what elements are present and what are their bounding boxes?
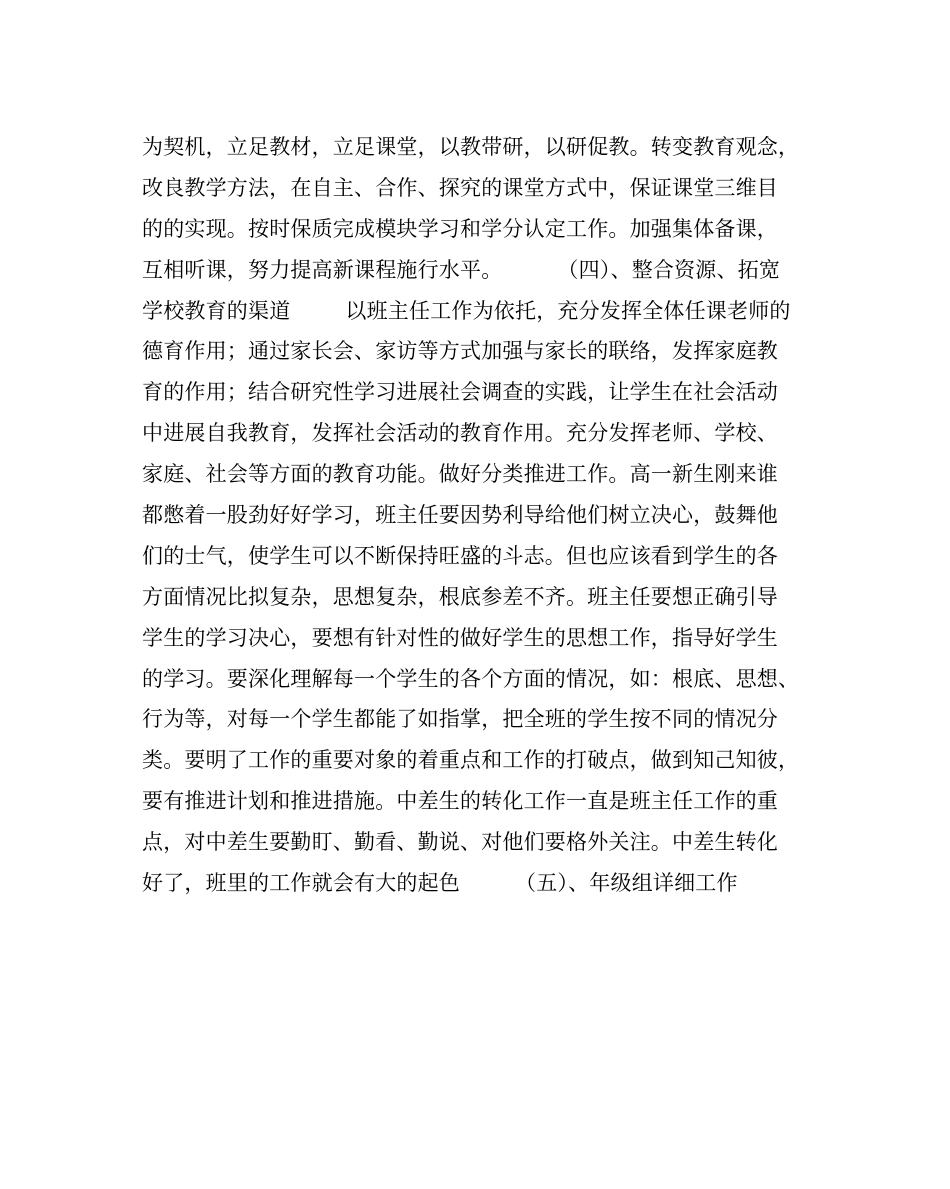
text-line: 都憋着一股劲好好学习，班主任要因势利导给他们树立决心，鼓舞他 <box>142 503 778 528</box>
text-line: 互相听课，努力提高新课程施行水平。 （四）、整合资源、拓宽 <box>142 257 781 282</box>
text-line: 点，对中差生要勤盯、勤看、勤说、对他们要格外关注。中差生转化 <box>142 830 778 855</box>
text-line: 学生的学习决心，要想有针对性的做好学生的思想工作，指导好学生 <box>142 625 778 650</box>
text-line: 德育作用；通过家长会、家访等方式加强与家长的联络，发挥家庭教 <box>142 339 778 364</box>
text-line: 中进展自我教育，发挥社会活动的教育作用。充分发挥老师、学校、 <box>142 421 778 446</box>
body-text <box>142 127 822 904</box>
text-line: 改良教学方法，在自主、合作、探究的课堂方式中，保证课堂三维目 <box>142 175 778 200</box>
text-line: 的学习。要深化理解每一个学生的各个方面的情况，如：根底、思想、 <box>142 666 800 691</box>
text-line: 家庭、社会等方面的教育功能。做好分类推进工作。高一新生刚来谁 <box>142 462 778 487</box>
text-line: 方面情况比拟复杂，思想复杂，根底参差不齐。班主任要想正确引导 <box>142 584 778 609</box>
text-line: 的的实现。按时保质完成模块学习和学分认定工作。加强集体备课， <box>142 216 778 241</box>
text-line: 学校教育的渠道 以班主任工作为依托，充分发挥全体任课老师的 <box>142 298 791 323</box>
text-line: 好了，班里的工作就会有大的起色 （五）、年级组详细工作 <box>142 871 738 896</box>
text-line: 类。要明了工作的重要对象的着重点和工作的打破点，做到知己知彼， <box>142 748 800 773</box>
text-line: 行为等，对每一个学生都能了如指掌，把全班的学生按不同的情况分 <box>142 707 778 732</box>
text-line: 为契机，立足教材，立足课堂，以教带研，以研促教。转变教育观念， <box>142 135 800 159</box>
text-line: 们的士气，使学生可以不断保持旺盛的斗志。但也应该看到学生的各 <box>142 543 778 568</box>
text-line: 要有推进计划和推进措施。中差生的转化工作一直是班主任工作的重 <box>142 789 778 814</box>
text-line: 育的作用；结合研究性学习进展社会调查的实践，让学生在社会活动 <box>142 380 778 405</box>
